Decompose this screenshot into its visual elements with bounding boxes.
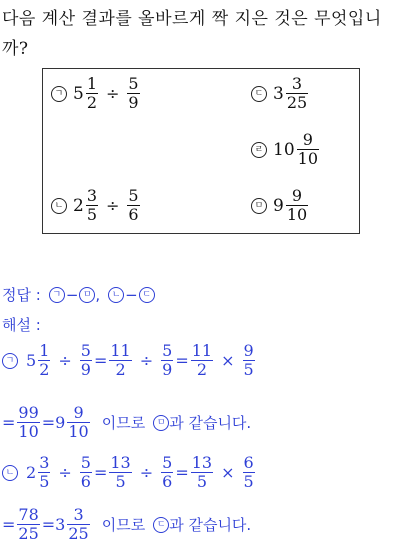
numerator: 6 <box>243 453 254 472</box>
denominator: 9 <box>162 360 173 379</box>
numerator: 5 <box>128 74 139 93</box>
solution-3-frac-6 <box>243 454 255 491</box>
denominator: 2 <box>196 360 207 379</box>
solution-1-frac-3 <box>109 342 131 379</box>
solution-3-whole: 2 <box>26 463 37 482</box>
option-b-whole: 2 <box>73 195 84 216</box>
option-d <box>251 131 321 168</box>
numerator: 3 <box>291 74 303 93</box>
option-b-fraction-2 <box>127 187 139 224</box>
solution-4-marker: ㄷ <box>153 517 169 533</box>
answer-dash-2: − <box>125 285 138 304</box>
answer-marker-1: ㄱ <box>49 287 65 303</box>
option-d-marker: ㄹ <box>251 142 267 158</box>
numerator: 9 <box>73 403 84 422</box>
equals-sign: = <box>93 351 108 370</box>
solution-3-frac-1 <box>38 454 50 491</box>
solution-4-text: 이므로 <box>101 516 146 534</box>
numerator: 99 <box>18 403 39 422</box>
equals-sign: = <box>175 351 189 370</box>
divide-sign: ÷ <box>58 463 72 482</box>
equals-sign: = <box>41 515 56 534</box>
answer-marker-2: ㅁ <box>79 287 95 303</box>
option-a <box>51 75 142 112</box>
numerator: 5 <box>162 453 173 472</box>
option-a-fraction <box>86 75 98 112</box>
option-c-fraction <box>286 75 308 112</box>
solution-4-frac-1 <box>17 506 39 543</box>
solution-1-frac-2 <box>80 342 92 379</box>
divide-sign: ÷ <box>139 463 154 482</box>
equals-sign: = <box>2 413 16 432</box>
denominator: 25 <box>286 93 308 112</box>
numerator: 3 <box>86 186 98 205</box>
times-sign: × <box>221 463 235 482</box>
solution-step-4 <box>2 506 251 543</box>
solution-4-frac-2 <box>67 506 89 543</box>
solution-1-marker: ㄱ <box>2 353 18 369</box>
numerator: 13 <box>110 453 131 472</box>
option-e-fraction <box>286 187 308 224</box>
option-e <box>251 187 310 224</box>
solution-2-frac-1 <box>17 404 39 441</box>
numerator: 3 <box>39 453 50 472</box>
denominator: 2 <box>115 360 126 379</box>
denominator: 5 <box>39 472 50 491</box>
answer-separator: , <box>95 285 101 304</box>
numerator: 9 <box>243 341 254 360</box>
question-line-2: 까? <box>2 39 29 59</box>
divide-sign: ÷ <box>106 196 120 215</box>
numerator: 1 <box>86 74 98 93</box>
option-d-whole: 10 <box>273 139 295 160</box>
solution-2-marker: ㅁ <box>153 415 169 431</box>
option-a-marker: ㄱ <box>51 86 67 102</box>
solution-3-frac-4 <box>161 454 173 491</box>
option-a-whole: 5 <box>73 83 84 104</box>
option-e-whole: 9 <box>273 195 284 216</box>
solution-4-whole: 3 <box>55 515 66 534</box>
numerator: 5 <box>162 341 173 360</box>
answer-marker-4: ㄷ <box>139 287 155 303</box>
option-d-fraction <box>297 131 319 168</box>
solution-4-conclusion: 과 같습니다. <box>169 516 252 534</box>
denominator: 9 <box>128 93 139 112</box>
numerator: 3 <box>73 505 84 524</box>
numerator: 11 <box>110 341 131 360</box>
equals-sign: = <box>175 463 189 482</box>
option-b <box>51 187 142 224</box>
explanation-label: 해설 : <box>2 316 41 334</box>
option-c-whole: 3 <box>273 83 284 104</box>
solution-3-frac-3 <box>109 454 131 491</box>
solution-step-3 <box>2 454 257 491</box>
solution-3-marker: ㄴ <box>2 465 18 481</box>
options-box <box>42 68 360 234</box>
solution-2-text: 이므로 <box>101 414 146 432</box>
solution-step-2 <box>2 404 251 441</box>
denominator: 6 <box>80 472 91 491</box>
option-b-fraction <box>86 187 98 224</box>
divide-sign: ÷ <box>106 84 120 103</box>
numerator: 13 <box>191 453 213 472</box>
solution-3-frac-5 <box>191 454 213 491</box>
solution-2-conclusion: 과 같습니다. <box>169 414 252 432</box>
divide-sign: ÷ <box>58 351 72 370</box>
option-b-marker: ㄴ <box>51 198 67 214</box>
option-e-marker: ㅁ <box>251 198 267 214</box>
numerator: 9 <box>291 186 303 205</box>
denominator: 5 <box>86 205 98 224</box>
denominator: 10 <box>68 422 89 441</box>
denominator: 5 <box>115 472 126 491</box>
denominator: 5 <box>243 360 254 379</box>
numerator: 1 <box>39 341 50 360</box>
solution-1-frac-4 <box>161 342 173 379</box>
solution-2-frac-2 <box>67 404 89 441</box>
solution-2-whole: 9 <box>55 413 66 432</box>
answer-label: 정답 : <box>2 286 41 304</box>
solution-1-frac-5 <box>191 342 213 379</box>
equals-sign: = <box>2 515 16 534</box>
answer-marker-3: ㄴ <box>108 287 124 303</box>
option-c <box>251 75 310 112</box>
solution-step-1 <box>2 342 257 379</box>
solution-1-frac-1 <box>38 342 50 379</box>
denominator: 25 <box>68 524 89 543</box>
times-sign: × <box>221 351 235 370</box>
solution-1-frac-6 <box>243 342 255 379</box>
numerator: 5 <box>128 186 139 205</box>
equals-sign: = <box>93 463 108 482</box>
denominator: 6 <box>128 205 139 224</box>
answer-dash-1: − <box>65 285 79 304</box>
solution-1-whole: 5 <box>26 351 37 370</box>
denominator: 2 <box>39 360 50 379</box>
numerator: 5 <box>80 341 91 360</box>
numerator: 78 <box>18 505 39 524</box>
answer-line <box>2 284 161 305</box>
denominator: 2 <box>86 93 98 112</box>
denominator: 10 <box>297 149 318 168</box>
denominator: 10 <box>286 205 308 224</box>
numerator: 11 <box>191 341 213 360</box>
denominator: 9 <box>80 360 91 379</box>
denominator: 6 <box>162 472 173 491</box>
option-c-marker: ㄷ <box>251 86 267 102</box>
option-a-fraction-2 <box>127 75 139 112</box>
denominator: 5 <box>243 472 254 491</box>
question-line-1: 다음 계산 결과를 올바르게 짝 지은 것은 무엇입니 <box>2 9 382 29</box>
divide-sign: ÷ <box>139 351 154 370</box>
denominator: 25 <box>18 524 39 543</box>
numerator: 9 <box>302 130 313 149</box>
denominator: 5 <box>196 472 207 491</box>
denominator: 10 <box>18 422 39 441</box>
numerator: 5 <box>80 453 91 472</box>
solution-3-frac-2 <box>80 454 92 491</box>
equals-sign: = <box>41 413 56 432</box>
